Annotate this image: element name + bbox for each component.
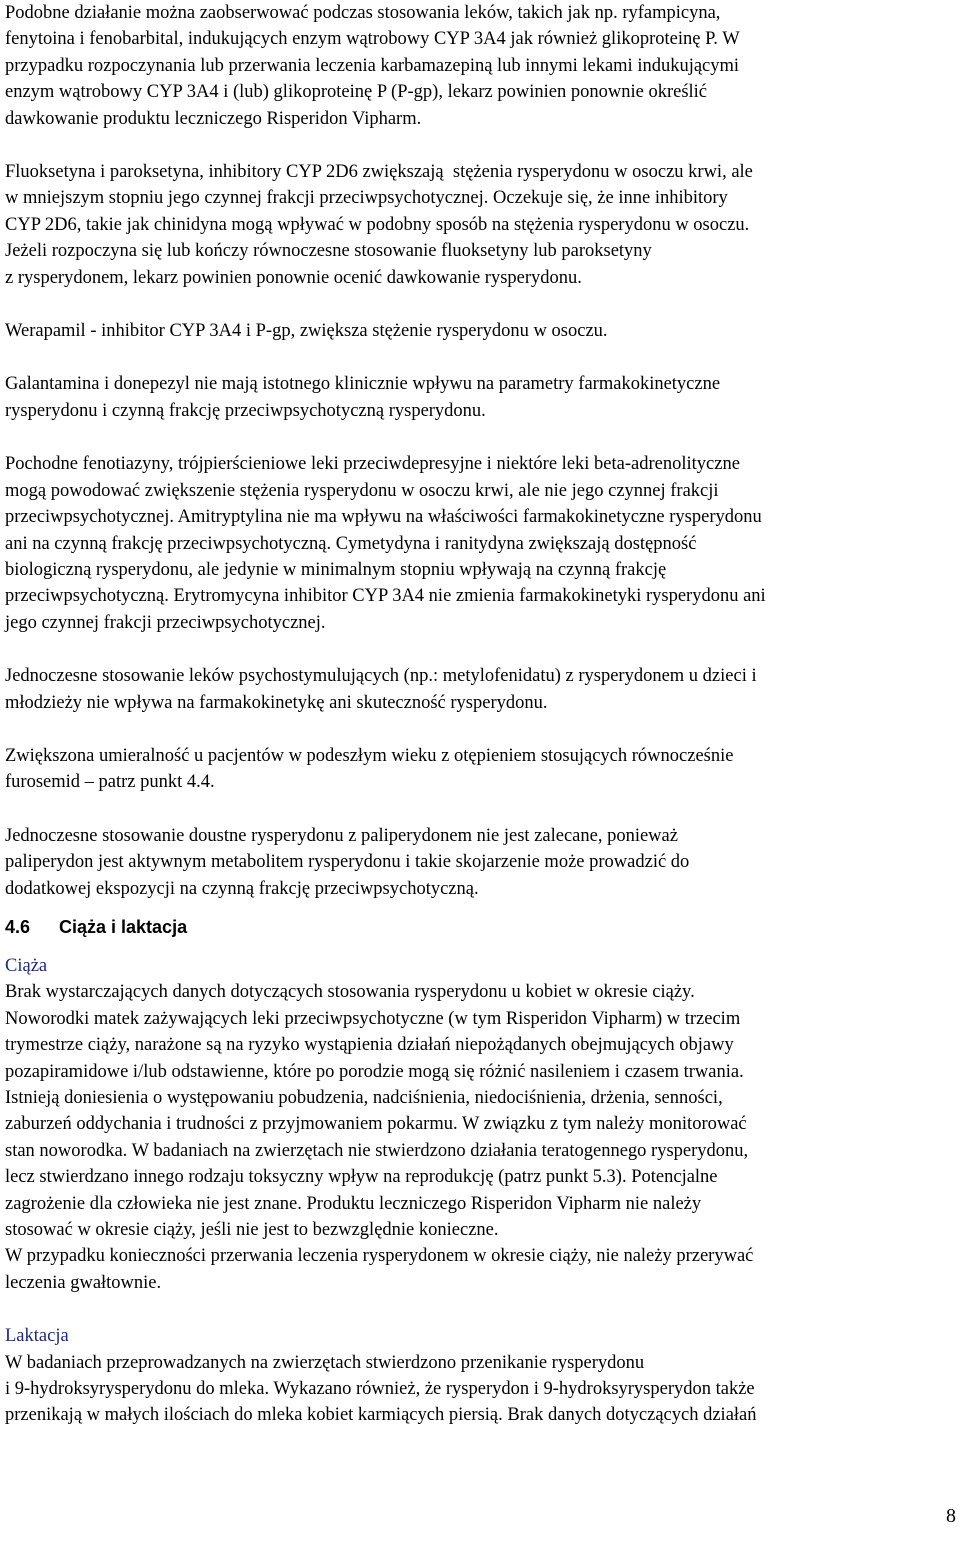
- pregnancy-section: [5, 953, 955, 1296]
- text-line: przeciwpsychotyczną. Erytromycyna inhibitor CYP 3A4 nie zmienia farmakokinetyki rysperydonu ani: [5, 586, 766, 607]
- text-line: Jednoczesne stosowanie leków psychostymulujących (np.: metylofenidatu) z rysperydonem u dzieci i: [5, 666, 757, 687]
- text-line: W badaniach przeprowadzanych na zwierzętach stwierdzono przenikanie rysperydonu: [5, 1352, 645, 1373]
- text-line: stan noworodka. W badaniach na zwierzętach nie stwierdzono działania teratogennego rysperydonu,: [5, 1140, 749, 1161]
- page-number: 8: [946, 1505, 956, 1527]
- section-title: Ciąża i laktacja: [59, 916, 188, 937]
- text-line: Istnieją doniesienia o występowaniu pobudzenia, nadciśnienia, niedociśnienia, drżenia, senności,: [5, 1088, 723, 1108]
- text-line: lecz stwierdzano innego rodzaju toksyczny wpływ na reprodukcję (patrz punkt 5.3). Potencjalne: [5, 1167, 718, 1188]
- section-number: 4.6: [5, 916, 31, 937]
- text-line: rysperydonu i czynną frakcję przeciwpsychotyczną rysperydonu.: [5, 400, 486, 421]
- text-line: z rysperydonem, lekarz powinien ponownie ocenić dawkowanie rysperydonu.: [5, 267, 582, 288]
- paragraph-fluoxetine: [5, 159, 955, 291]
- text-line: paliperydon jest aktywnym metabolitem rysperydonu i takie skojarzenie może prowadzić do: [5, 852, 690, 873]
- text-line: Jednoczesne stosowanie doustne rysperydonu z paliperydonem nie jest zalecane, ponieważ: [5, 825, 678, 846]
- paragraph-mortality: [5, 743, 955, 796]
- section-heading: [5, 914, 955, 940]
- text-line: W przypadku konieczności przerwania leczenia rysperydonem w okresie ciąży, nie należy przerywać: [5, 1246, 754, 1267]
- text-line: furosemid – patrz punkt 4.4.: [5, 772, 215, 793]
- paragraph-psychostimulants: [5, 663, 955, 716]
- text-line: Werapamil - inhibitor CYP 3A4 i P-gp, zwiększa stężenie rysperydonu w osoczu.: [5, 321, 608, 342]
- text-line: Zwiększona umieralność u pacjentów w podeszłym wieku z otępieniem stosujących równocześnie: [5, 745, 734, 766]
- text-line: Brak wystarczających danych dotyczących stosowania rysperydonu u kobiet w okresie ciąży.: [5, 982, 695, 1003]
- lactation-section: [5, 1323, 955, 1429]
- text-line: jego czynnej frakcji przeciwpsychotycznej.: [5, 612, 326, 633]
- text-line: fenytoina i fenobarbital, indukujących enzym wątrobowy CYP 3A4 jak również glikoproteinę P. W: [5, 29, 740, 50]
- text-line: Jeżeli rozpoczyna się lub kończy równoczesne stosowanie fluoksetyny lub paroksetyny: [5, 241, 652, 262]
- text-line: Pochodne fenotiazyny, trójpierścieniowe leki przeciwdepresyjne i niektóre leki beta-adrenolityczne: [5, 454, 740, 475]
- text-line: dodatkowej ekspozycji na czynną frakcję przeciwpsychotyczną.: [5, 878, 479, 899]
- document-page: [5, 0, 955, 1429]
- text-line: zaburzeń oddychania i trudności z przyjmowaniem pokarmu. W związku z tym należy monitorować: [5, 1114, 747, 1135]
- text-line: stosować w okresie ciąży, jeśli nie jest to bezwzględnie konieczne.: [5, 1220, 499, 1241]
- text-line: CYP 2D6, takie jak chinidyna mogą wpływać w podobny sposób na stężenia rysperydonu w osoczu.: [5, 214, 750, 235]
- text-line: pozapiramidowe i/lub odstawienne, które po porodzie mogą się różnić nasileniem i czasem trwania.: [5, 1061, 744, 1082]
- text-line: trymestrze ciąży, narażone są na ryzyko wystąpienia działań niepożądanych obejmujących objawy: [5, 1035, 734, 1056]
- text-line: w mniejszym stopniu jego czynnej frakcji przeciwpsychotycznej. Oczekuje się, że inne inhibitory: [5, 188, 728, 209]
- text-line: enzym wątrobowy CYP 3A4 i (lub) glikoproteinę P (P-gp), lekarz powinien ponownie określić: [5, 82, 708, 103]
- text-line: Galantamina i donepezyl nie mają istotnego klinicznie wpływu na parametry farmakokinetyczne: [5, 374, 721, 395]
- text-line: przypadku rozpoczynania lub przerwania leczenia karbamazepiną lub innymi lekami indukującymi: [5, 55, 740, 76]
- text-line: biologiczną rysperydonu, ale jedynie w minimalnym stopniu wpływają na czynną frakcję: [5, 559, 667, 580]
- text-line: Noworodki matek zażywających leki przeciwpsychotyczne (w tym Risperidon Vipharm) w trzecim: [5, 1008, 741, 1029]
- text-line: przeciwpsychotycznej. Amitryptylina nie ma wpływu na właściwości farmakokinetyczne rysperydonu: [5, 507, 762, 528]
- paragraph-phenothiazines: [5, 451, 955, 636]
- lactation-subheading: Laktacja: [5, 1326, 69, 1347]
- text-line: przenikają w małych ilościach do mleka kobiet karmiących piersią. Brak danych dotyczących działań: [5, 1405, 757, 1426]
- text-line: dawkowanie produktu leczniczego Risperidon Vipharm.: [5, 108, 422, 129]
- paragraph-verapamil: [5, 318, 955, 344]
- text-line: leczenia gwałtownie.: [5, 1272, 162, 1293]
- text-line: młodzieży nie wpływa na farmakokinetykę ani skuteczność rysperydonu.: [5, 692, 548, 713]
- paragraph-galantamine: [5, 371, 955, 424]
- pregnancy-subheading: Ciąża: [5, 955, 48, 976]
- text-line: mogą powodować zwiększenie stężenia rysperydonu w osoczu krwi, ale nie jego czynnej frakcji: [5, 480, 719, 501]
- paragraph-inducers: [5, 0, 955, 132]
- text-line: zagrożenie dla człowieka nie jest znane. Produktu leczniczego Risperidon Vipharm nie należy: [5, 1193, 702, 1214]
- paragraph-paliperidone: [5, 823, 955, 902]
- text-line: ani na czynną frakcję przeciwpsychotyczną. Cymetydyna i ranitydyna zwiększają dostępność: [5, 533, 697, 554]
- text-line: Podobne działanie można zaobserwować podczas stosowania leków, takich jak np. ryfampicyna,: [5, 3, 721, 23]
- text-line: i 9-hydroksyrysperydonu do mleka. Wykazano również, że rysperydon i 9-hydroksyrysperydon także: [5, 1379, 755, 1400]
- text-line: Fluoksetyna i paroksetyna, inhibitory CYP 2D6 zwiększają stężenia rysperydonu w osoczu krwi, ale: [5, 162, 753, 183]
